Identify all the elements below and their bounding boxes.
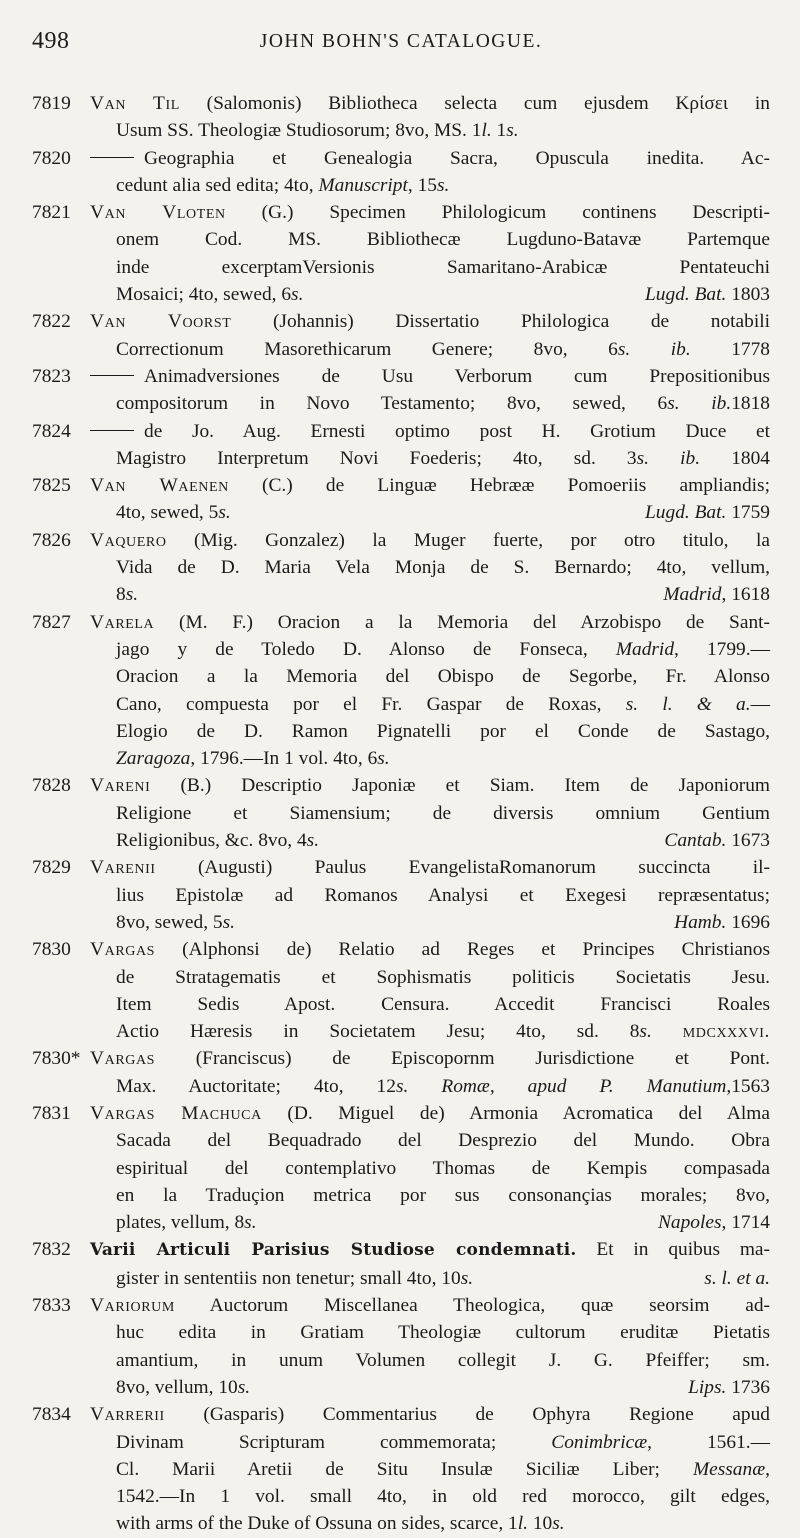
entry-text-line — [90, 1127, 770, 1154]
entry-text-line — [90, 636, 770, 663]
entry-text-line — [90, 745, 770, 772]
entry-text-first-line — [90, 1401, 770, 1428]
entry-line-text: amantium, in unum Volumen collegit J. G. Pfeiffer; sm. — [116, 1349, 770, 1371]
entry-text-first-line — [90, 363, 770, 390]
catalogue-entry — [32, 527, 770, 609]
entry-text-first-line — [90, 1045, 770, 1072]
entry-line-text: en la Traduçion metrica por sus consonançias morales; 8vo, — [116, 1184, 770, 1206]
catalogue-entry — [32, 308, 770, 363]
entry-text-first-line — [90, 418, 770, 445]
entry-line-text: Vaquero (Mig. Gonzalez) la Muger fuerte, por otro titulo, la — [90, 529, 770, 551]
catalogue-entry — [32, 1401, 770, 1537]
entry-line-text: de Stratagematis et Sophismatis politicis Societatis Jesu. — [116, 966, 770, 988]
entry-text-line — [90, 718, 770, 745]
catalogue-entry — [32, 199, 770, 308]
entry-line-text: huc edita in Gratiam Theologiæ cultorum eruditæ Pietatis — [116, 1322, 770, 1344]
catalogue-entry — [32, 1292, 770, 1401]
entry-text-line — [90, 827, 770, 854]
catalogue-entry — [32, 363, 770, 418]
entry-line-text: Van Vloten (G.) Specimen Philologicum continens Descripti- — [90, 202, 770, 224]
catalogue-entry — [32, 418, 770, 473]
entry-line-text: plates, vellum, 8s. Napoles, 1714 — [116, 1212, 770, 1234]
entry-line-text: 1542.—In 1 vol. small 4to, in old red morocco, gilt edges, — [116, 1486, 770, 1508]
entry-text-line — [90, 336, 770, 363]
entry-line-text: Varii Articuli Parisius Studiose condemnati. Et in quibus ma- — [90, 1239, 770, 1261]
entry-text-line — [90, 1209, 770, 1236]
entry-text-line — [90, 991, 770, 1018]
entry-text-line — [90, 1429, 770, 1456]
entry-text-line — [90, 226, 770, 253]
catalogue-entry — [32, 1100, 770, 1236]
entry-number: 7834 — [32, 1404, 71, 1426]
entry-line-text: Correctionum Masorethicarum Genere; 8vo, 6s. ib. 1778 — [116, 338, 770, 360]
entry-line-text: Varrerii (Gasparis) Commentarius de Ophyra Regione apud — [90, 1404, 770, 1426]
entry-line-text: Animadversiones de Usu Verborum cum Prepositionibus — [144, 365, 770, 387]
entry-text-line — [90, 281, 770, 308]
entry-text-line — [90, 800, 770, 827]
entry-line-text: Van Voorst (Johannis) Dissertatio Philologica de notabili — [90, 311, 771, 333]
entry-line-text: 8vo, sewed, 5s. Hamb. 1696 — [116, 911, 770, 933]
entry-number: 7820 — [32, 147, 71, 169]
entry-number: 7827 — [32, 611, 71, 633]
entry-text-line — [90, 554, 770, 581]
catalogue-entry — [32, 1045, 770, 1100]
catalogue-entry — [32, 609, 770, 773]
entry-text-first-line — [90, 472, 770, 499]
entry-text-line — [90, 1319, 770, 1346]
entry-number: 7819 — [32, 93, 71, 114]
entry-text-line — [90, 1073, 770, 1100]
entry-line-text: Vargas (Franciscus) de Episcopornm Jurisdictione et Pont. — [90, 1048, 770, 1070]
entry-line-text: 8s. Madrid, 1618 — [116, 584, 770, 606]
entry-number: 7824 — [32, 420, 71, 442]
entry-line-text: Cl. Marii Aretii de Situ Insulæ Siciliæ Liber; Messanæ, — [116, 1458, 770, 1480]
entry-line-text: inde excerptamVersionis Samaritano-Arabicæ Pentateuchi — [116, 256, 770, 278]
entry-number: 7833 — [32, 1295, 71, 1317]
entry-line-text: Mosaici; 4to, sewed, 6s. Lugd. Bat. 1803 — [116, 284, 770, 306]
entry-text-first-line — [90, 145, 770, 172]
catalogue-entry — [32, 145, 770, 200]
entry-text-line — [90, 1018, 770, 1045]
entry-number: 7822 — [32, 311, 71, 333]
entry-line-text: cedunt alia sed edita; 4to, Manuscript, 15s. — [116, 174, 450, 196]
entry-text-line — [90, 964, 770, 991]
entry-line-text: Geographia et Genealogia Sacra, Opuscula inedita. Ac- — [144, 147, 770, 169]
catalogue-entry — [32, 1236, 770, 1292]
entry-line-text: Vida de D. Maria Vela Monja de S. Bernardo; 4to, vellum, — [116, 557, 770, 579]
entry-text-line — [90, 499, 770, 526]
entry-text-first-line — [90, 1100, 770, 1127]
entry-text-line — [90, 1483, 770, 1510]
entry-text-first-line — [90, 772, 770, 799]
entry-line-text: Vareni (B.) Descriptio Japoniæ et Siam. Item de Japoniorum — [90, 775, 770, 797]
catalogue-entry — [32, 854, 770, 936]
entry-text-line — [90, 445, 770, 472]
entry-text-first-line — [90, 1292, 770, 1319]
entry-line-text: Elogio de D. Ramon Pignatelli por el Conde de Sastago, — [116, 720, 770, 742]
ditto-dash — [90, 157, 134, 158]
entry-line-text: Van Til (Salomonis) Bibliotheca selecta cum ejusdem Κρίσει in — [90, 93, 770, 114]
entry-line-text: de Jo. Aug. Ernesti optimo post H. Grotium Duce et — [144, 420, 770, 442]
entry-text-first-line — [90, 936, 770, 963]
entry-line-text: onem Cod. MS. Bibliothecæ Lugduno-Batavæ Partemque — [116, 229, 770, 251]
entry-text-line — [90, 1182, 770, 1209]
entry-line-text: Vargas Machuca (D. Miguel de) Armonia Acromatica del Alma — [90, 1102, 770, 1124]
entry-text-first-line — [90, 527, 770, 554]
entry-number: 7830* — [32, 1048, 81, 1070]
entry-text-line — [90, 117, 770, 144]
entry-line-text: Varenii (Augusti) Paulus EvangelistaRomanorum succincta il- — [90, 857, 770, 879]
page-header — [32, 20, 770, 64]
ditto-dash — [90, 375, 134, 376]
catalogue-entry — [32, 936, 770, 1045]
entry-number: 7825 — [32, 475, 71, 497]
entry-line-text: lius Epistolæ ad Romanos Analysi et Exegesi repræsentatus; — [116, 884, 770, 906]
catalogue-entry — [32, 90, 770, 145]
entry-line-text: compositorum in Novo Testamento; 8vo, sewed, 6s. ib.1818 — [116, 393, 770, 415]
entry-text-line — [90, 172, 770, 199]
entry-line-text: Max. Auctoritate; 4to, 12s. Romæ, apud P. Manutium,1563 — [116, 1075, 770, 1097]
entry-text-line — [90, 882, 770, 909]
entry-line-text: Divinam Scripturam commemorata; Conimbricæ, 1561.— — [116, 1431, 771, 1453]
entry-line-text: Religione et Siamensium; de diversis omnium Gentium — [116, 802, 770, 824]
catalogue-entry — [32, 472, 770, 527]
entry-text-line — [90, 1347, 770, 1374]
entry-number: 7823 — [32, 365, 71, 387]
entry-number: 7830 — [32, 939, 71, 961]
entry-text-line — [90, 691, 770, 718]
entry-text-first-line — [90, 199, 770, 226]
running-title: JOHN BOHN'S CATALOGUE. — [259, 31, 543, 52]
entry-number: 7828 — [32, 775, 71, 797]
entry-text-line — [90, 1155, 770, 1182]
catalogue-entries — [32, 90, 770, 1538]
entry-line-text: gister in sententiis non tenetur; small 4to, 10s. s. l. et a. — [116, 1267, 770, 1289]
entry-text-first-line — [90, 1236, 770, 1264]
entry-number: 7832 — [32, 1239, 71, 1261]
entry-number: 7826 — [32, 529, 71, 551]
entry-line-text: Item Sedis Apost. Censura. Accedit Francisci Roales — [116, 993, 770, 1015]
entry-line-text: Cano, compuesta por el Fr. Gaspar de Roxas, s. l. & a.— — [116, 693, 770, 715]
entry-number: 7821 — [32, 202, 71, 224]
entry-text-first-line — [90, 854, 770, 881]
entry-text-line — [90, 581, 770, 608]
entry-text-line — [90, 1374, 770, 1401]
entry-line-text: espiritual del contemplativo Thomas de Kempis compasada — [116, 1157, 770, 1179]
entry-text-line — [90, 254, 770, 281]
entry-line-text: Zaragoza, 1796.—In 1 vol. 4to, 6s. — [116, 748, 390, 770]
entry-line-text: Actio Hæresis in Societatem Jesu; 4to, sd. 8s. mdcxxxvi. — [116, 1021, 770, 1043]
entry-line-text: Sacada del Bequadrado del Desprezio del Mundo. Obra — [116, 1130, 770, 1152]
entry-line-text: Van Waenen (C.) de Linguæ Hebrææ Pomoeriis ampliandis; — [90, 475, 770, 497]
entry-line-text: Vargas (Alphonsi de) Relatio ad Reges et Principes Christianos — [90, 939, 770, 961]
entry-line-text: Religionibus, &c. 8vo, 4s. Cantab. 1673 — [116, 830, 770, 852]
entry-text-line — [90, 1510, 770, 1537]
entry-line-text: 8vo, vellum, 10s. Lips. 1736 — [116, 1376, 770, 1398]
entry-text-line — [90, 1456, 770, 1483]
entry-line-text: Magistro Interpretum Novi Foederis; 4to, sd. 3s. ib. 1804 — [116, 447, 770, 469]
page-number: 498 — [32, 28, 70, 54]
entry-text-line — [90, 390, 770, 417]
entry-text-first-line — [90, 90, 770, 117]
entry-line-text: Oracion a la Memoria del Obispo de Segorbe, Fr. Alonso — [116, 666, 770, 688]
entry-text-line — [90, 663, 770, 690]
entry-number: 7831 — [32, 1102, 71, 1124]
entry-text-line — [90, 1265, 770, 1292]
entry-line-text: Usum SS. Theologiæ Studiosorum; 8vo, MS. 1l. 1s. — [116, 120, 519, 142]
catalogue-entry — [32, 772, 770, 854]
entry-text-first-line — [90, 609, 770, 636]
entry-line-text: with arms of the Duke of Ossuna on sides, scarce, 1l. 10s. — [116, 1513, 565, 1535]
ditto-dash — [90, 430, 134, 431]
entry-text-line — [90, 909, 770, 936]
entry-line-text: 4to, sewed, 5s. Lugd. Bat. 1759 — [116, 502, 770, 524]
entry-line-text: jago y de Toledo D. Alonso de Fonseca, Madrid, 1799.— — [116, 638, 770, 660]
entry-number: 7829 — [32, 857, 71, 879]
entry-line-text: Variorum Auctorum Miscellanea Theologica, quæ seorsim ad- — [90, 1295, 770, 1317]
entry-text-first-line — [90, 308, 770, 335]
entry-line-text: Varela (M. F.) Oracion a la Memoria del Arzobispo de Sant- — [90, 611, 770, 633]
